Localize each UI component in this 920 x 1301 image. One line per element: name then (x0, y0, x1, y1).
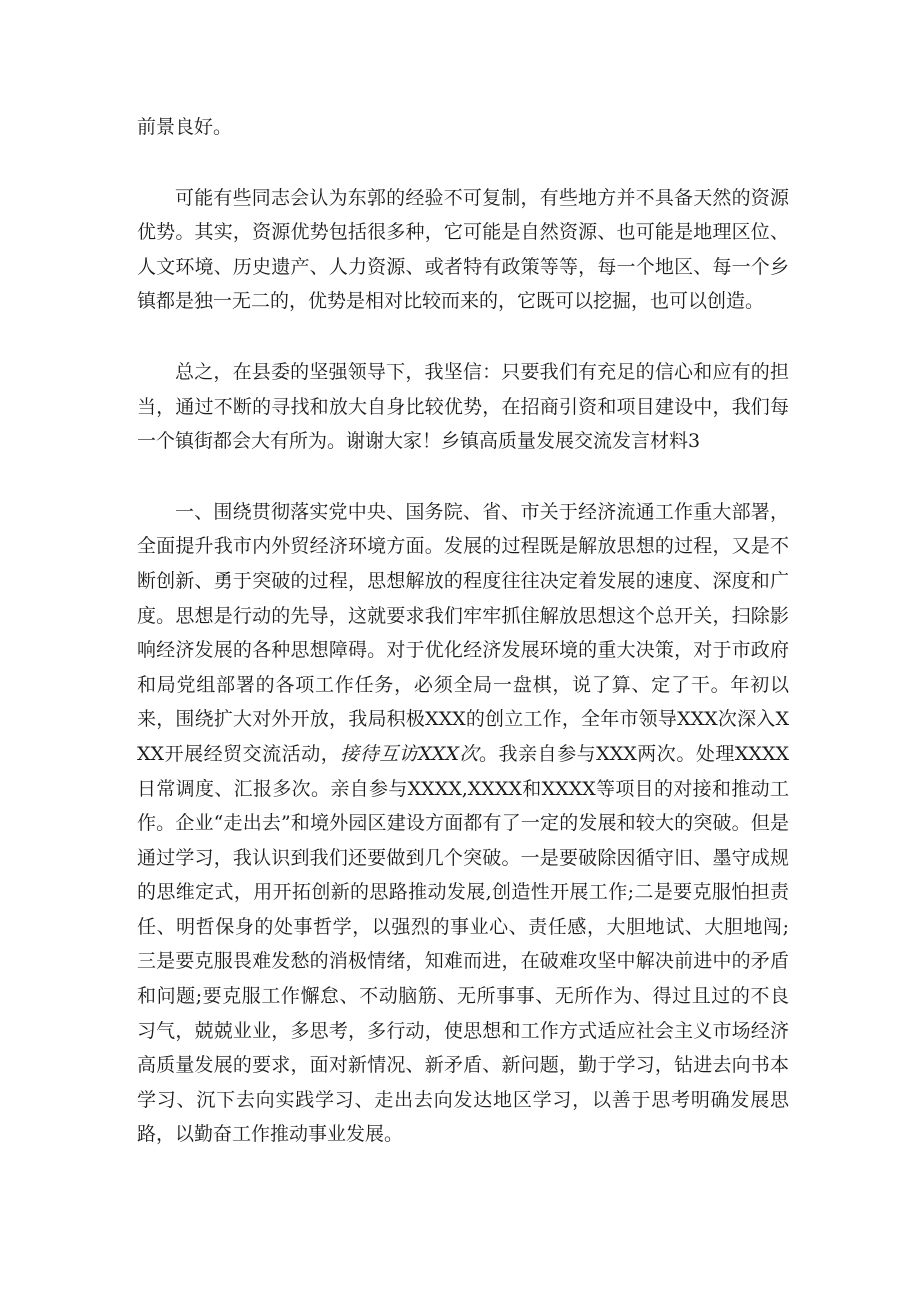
document-body (137, 110, 789, 1152)
paragraph-gap (137, 319, 789, 355)
paragraph-4-part-b: 。我亲自参与XXX两次。处理XXXX日常调度、汇报多次。亲自参与XXXX,XXXX和XXXX等项目的对接和推动工作。企业“走出去”和境外园区建设方面都有了一定的发展和较大的突破。但是通过学习，我认识到我们还要做到几个突破。一是要破除因循守旧、墨守成规的思维定式，用开拓创新的思路推动发展,创造性开展工作;二是要克服怕担责任、明哲保身的处事哲学，以强烈的事业心、责任感，大胆地试、大胆地闯;三是要克服畏难发愁的消极情绪，知难而进，在破难攻坚中解决前进中的矛盾和问题;要克服工作懈怠、不动脑筋、无所事事、无所作为、得过且过的不良习气，兢兢业业，多思考，多行动，使思想和工作方式适应社会主义市场经济高质量发展的要求，面对新情况、新矛盾、新问题，勤于学习，钻进去向书本学习、沉下去向实践学习、走出去向发达地区学习，以善于思考明确发展思路，以勤奋工作推动事业发展。 (137, 742, 789, 1146)
paragraph-4-part-a: 一、围绕贯彻落实党中央、国务院、省、市关于经济流通工作重大部署，全面提升我市内外贸经济环境方面。发展的过程既是解放思想的过程，又是不断创新、勇于突破的过程，思想解放的程度往往决定着发展的速度、深度和广度。思想是行动的先导，这就要求我们牢牢抓住解放思想这个总开关，扫除影响经济发展的各种思想障碍。对于优化经济发展环境的重大决策，对于市政府和局党组部署的各项工作任务，必须全局一盘棋，说了算、定了干。年初以来，围绕扩大对外开放，我局积极XXX的创立工作，全年市领导XXX次深入XXX开展经贸交流活动， (137, 500, 789, 765)
paragraph-3: 总之，在县委的坚强领导下，我坚信：只要我们有充足的信心和应有的担当，通过不断的寻找和放大自身比较优势，在招商引资和项目建设中，我们每一个镇街都会大有所为。谢谢大家！乡镇高质量发展交流发言材料3 (137, 360, 789, 453)
paragraph-1: 前景良好。 (137, 116, 233, 138)
paragraph-2: 可能有些同志会认为东郭的经验不可复制，有些地方并不具备天然的资源优势。其实，资源优势包括很多种，它可能是自然资源、也可能是地理区位、人文环境、历史遗产、人力资源、或者特有政策等等，每一个地区、每一个乡镇都是独一无二的，优势是相对比较而来的，它既可以挖掘，也可以创造。 (137, 186, 789, 313)
paragraph-gap (137, 459, 789, 495)
paragraph-4-italic: 接待互访XXX次 (340, 742, 480, 765)
paragraph-gap (137, 145, 789, 181)
paragraph-4 (137, 495, 789, 1152)
